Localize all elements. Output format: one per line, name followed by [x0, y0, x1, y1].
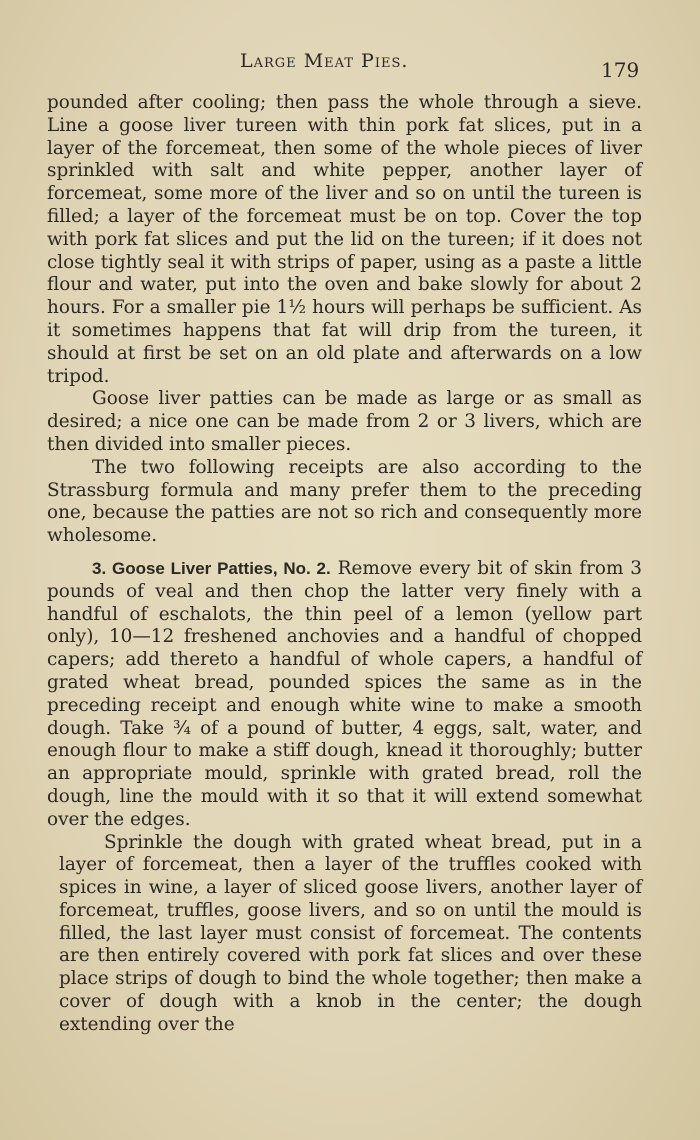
recipe-3-text: Remove every bit of skin from 3 pounds of veal and then chop the latter very finely with a handful of eschalots, the thin peel of a lemon (yellow part only), 10—12 freshened anchovies and a handful of chopped capers; add thereto a handful of whole capers, a handful of grated wheat bread, pounded spices the same as in the preceding receipt and enough white wine to make a smooth dough. Take ¾ of a pound of butter, 4 eggs, salt, water, and enough flour to make a stiff dough, knead it thoroughly; butter an appropriate mould, sprinkle with grated bread, roll the dough, line the mould with it so that it will extend somewhat over the edges.: [47, 557, 642, 830]
running-head: [0, 50, 700, 80]
paragraph-recipe-3: [47, 558, 642, 832]
page-number: 179: [601, 58, 640, 82]
paragraph-strassburg-formula: The two following receipts are also according to the Strassburg formula and many prefer them to the preceding one, because the patties are not so rich and consequently more wholesome.: [47, 456, 642, 547]
recipe-heading: 3. Goose Liver Patties, No. 2.: [92, 558, 331, 578]
paragraph-sprinkle-dough: Sprinkle the dough with grated wheat bread, put in a layer of forcemeat, then a layer of the truffles cooked with spices in wine, a layer of sliced goose livers, another layer of forcemeat, truffles, goose livers, and so on until the mould is filled, the last layer must consist of forcemeat. The contents are then entirely covered with pork fat slices and over these place strips of dough to bind the whole together; then make a cover of dough with a knob in the center; the dough extending over the: [59, 831, 642, 1035]
paragraph-goose-liver-patties: Goose liver patties can be made as large or as small as desired; a nice one can be made from 2 or 3 livers, which are then divided into smaller pieces.: [47, 388, 642, 455]
paragraph-continuation: pounded after cooling; then pass the whole through a sieve. Line a goose liver tureen with thin pork fat slices, put in a layer of the forcemeat, then some of the whole pieces of liver sprinkled with salt and white pepper, another layer of forcemeat, some more of the liver and so on until the tureen is filled; a layer of the forcemeat must be on top. Cover the top with pork fat slices and put the lid on the tureen; if it does not close tightly seal it with strips of paper, using as a paste a little flour and water, put into the oven and bake slowly for about 2 hours. For a smaller pie 1½ hours will perhaps be sufficient. As it sometimes happens that fat will drip from the tureen, it should at first be set on an old plate and afterwards on a low tripod.: [47, 92, 642, 387]
body-text: [47, 92, 642, 1037]
running-title: Large Meat Pies.: [240, 50, 409, 72]
